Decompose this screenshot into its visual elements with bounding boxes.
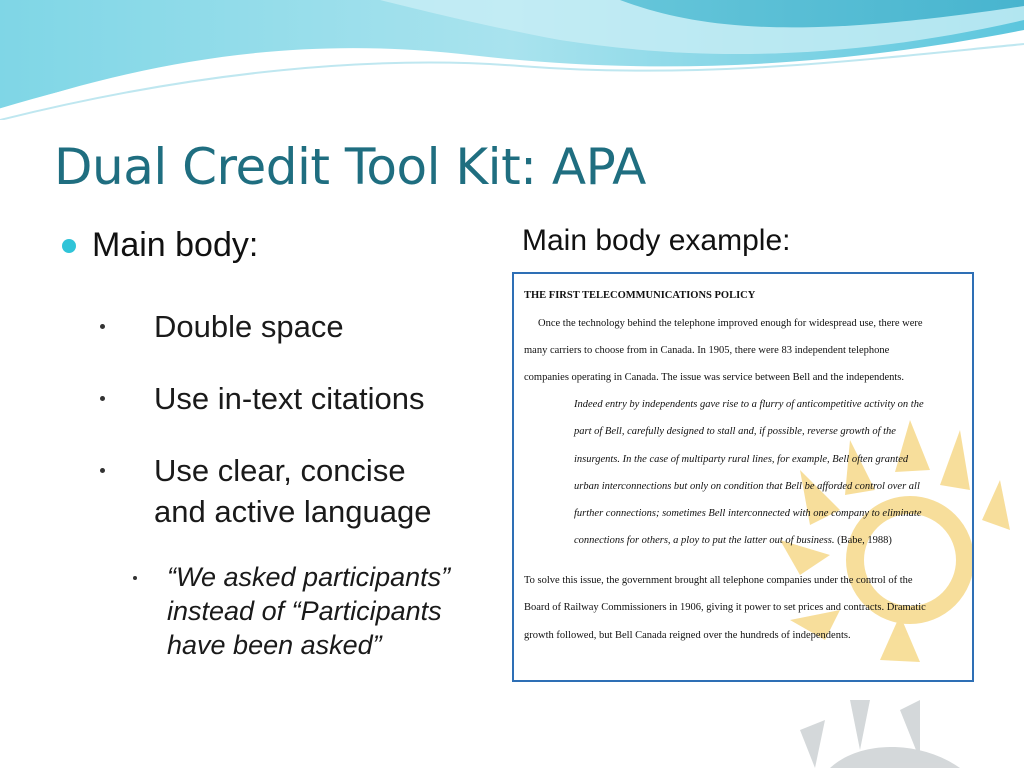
example-quote-line: part of Bell, carefully designed to stall and, if possible, reverse growth of the [574,426,896,437]
main-bullet-label: Main body: [92,226,259,264]
example-para2-line: To solve this issue, the government brought all telephone companies under the control of the [524,575,913,586]
example-quote-last-line [574,535,892,546]
example-para1-line: many carriers to choose from in Canada. In 1905, there were 83 independent telephone [524,345,890,356]
example-para2-line: growth followed, but Bell Canada reigned over the hundreds of independents. [524,630,851,641]
sub-sub-bullet-label: “We asked participants” instead of “Participants have been asked” [167,562,451,660]
bullet-dot-icon [100,396,105,401]
example-document [512,272,974,682]
sub-bullet-label-line2: and active language [154,494,432,529]
example-para2-line: Board of Railway Commissioners in 1906, giving it power to set prices and contracts. Dramatic [524,602,926,613]
example-quote-line: Indeed entry by independents gave rise to a flurry of anticompetitive activity on the [574,399,924,410]
header-wave-decoration [0,0,1024,120]
sub-bullet-citations [100,378,425,419]
bullet-dot-icon [62,239,76,253]
example-label: Main body example: [522,224,791,257]
sub-bullet-double-space [100,306,344,347]
example-citation: (Babe, 1988) [837,535,892,546]
main-bullet [62,226,258,265]
sub-bullet-label: Use in-text citations [154,381,425,416]
sub-bullet-label: Double space [154,309,344,344]
sub-sub-bullet-example [133,560,497,662]
slide-title: Dual Credit Tool Kit: APA [54,138,646,196]
example-para1-line: Once the technology behind the telephone improved enough for widespread use, there were [538,318,923,329]
example-heading: THE FIRST TELECOMMUNICATIONS POLICY [524,290,756,301]
bullet-dot-icon [100,468,105,473]
example-quote-line: insurgents. In the case of multiparty rural lines, for example, Bell often granted [574,454,909,465]
example-quote-line: further connections; sometimes Bell interconnected with one company to eliminate [574,508,922,519]
example-para1-line: companies operating in Canada. The issue was service between Bell and the independents. [524,372,905,383]
example-quote-line: connections for others, a ploy to put the latter out of business. [574,535,835,546]
sub-bullet-language [100,450,432,532]
bullet-dot-icon [100,324,105,329]
sub-bullet-label-line1: Use clear, concise [154,453,406,488]
bullet-dot-icon [133,576,137,580]
example-quote-line: urban interconnections but only on condition that Bell be afforded control over all [574,481,920,492]
